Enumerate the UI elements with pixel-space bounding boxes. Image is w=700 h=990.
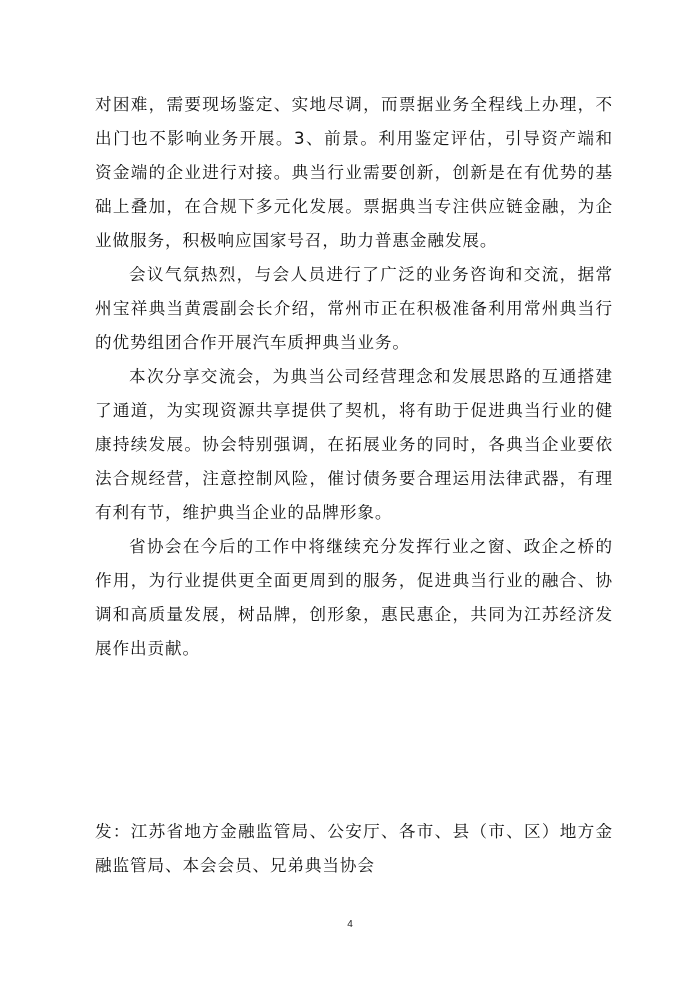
paragraph-meeting-atmosphere: 会议气氛热烈，与会人员进行了广泛的业务咨询和交流，据常州宝祥典当黄震副会长介绍，常州市正在积极准备利用常州典当行的优势组团合作开展汽车质押典当业务。 <box>95 265 613 352</box>
paragraph-exchange-summary: 本次分享交流会，为典当公司经营理念和发展思路的互通搭建了通道，为实现资源共享提供了契机，将有助于促进典当行业的健康持续发展。协会特别强调，在拓展业务的同时，各典当企业要依法合规经营，注意控制风险，催讨债务要合理运用法律武器，有理有利有节，维护典当企业的品牌形象。 <box>95 367 613 522</box>
paragraph-continuation: 对困难，需要现场鉴定、实地尽调，而票据业务全程线上办理，不出门也不影响业务开展。3、前景。利用鉴定评估，引导资产端和资金端的企业进行对接。典当行业需要创新，创新是在有优势的基础上叠加，在合规下多元化发展。票据典当专注供应链金融，为企业做服务，积极响应国家号召，助力普惠金融发展。 <box>95 95 613 250</box>
body-text <box>95 88 613 666</box>
distribution-note: 发：江苏省地方金融监管局、公安厅、各市、县（市、区）地方金融监管局、本会会员、兄弟典当协会 <box>95 822 613 875</box>
page-number: 4 <box>347 919 353 930</box>
paragraph-association-outlook: 省协会在今后的工作中将继续充分发挥行业之窗、政企之桥的作用，为行业提供更全面更周到的服务，促进典当行业的融合、协调和高质量发展，树品牌，创形象，惠民惠企，共同为江苏经济发展作出贡献。 <box>95 537 613 658</box>
